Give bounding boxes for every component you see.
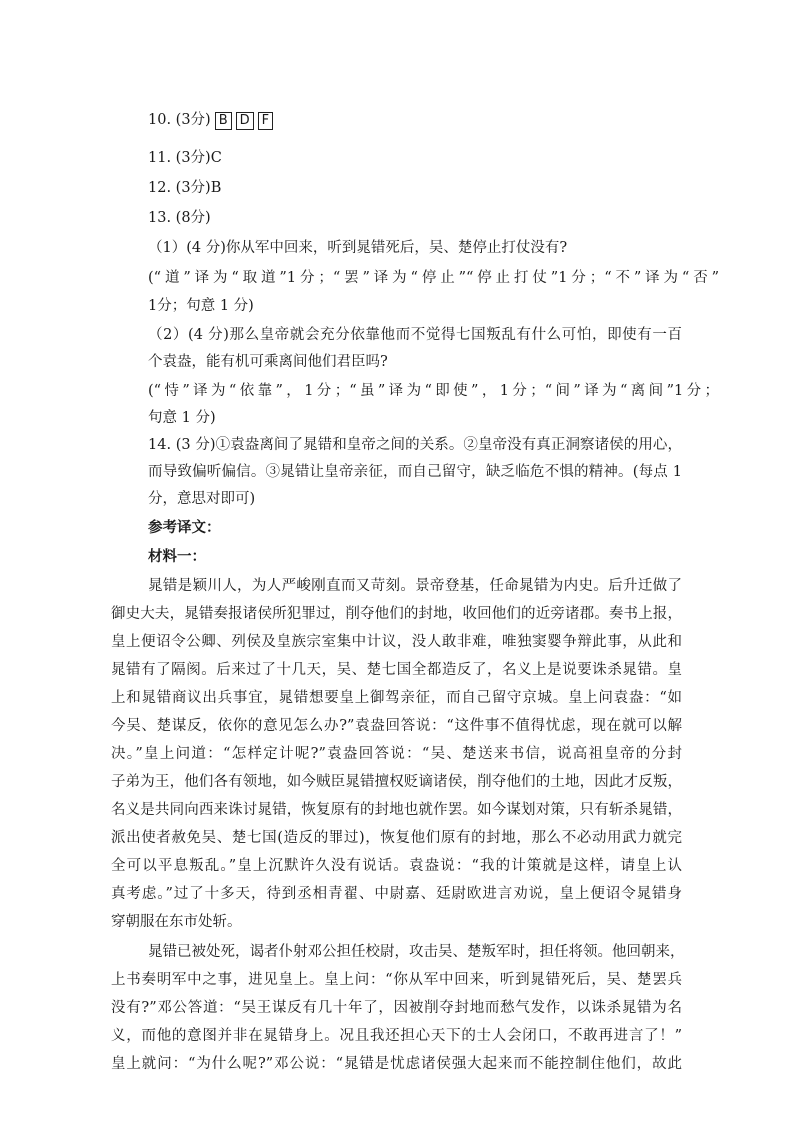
- q14-line1: 14. (3 分)①袁盎离间了晁错和皇帝之间的关系。②皇帝没有真正洞察诸侯的用心，: [148, 437, 682, 453]
- para2-line: 皇上就问：“为什么呢?”邓公说：“晁错是忧虑诸侯强大起来而不能控制住他们，故此: [111, 1056, 682, 1072]
- para2-line: 义，而他的意图并非在晁错身上。况且我还担心天下的士人会闭口，不敢再进言了！”: [111, 1028, 682, 1044]
- q10-option-1: B: [215, 112, 232, 130]
- q10-option-3: F: [258, 112, 273, 130]
- reference-translation-heading: 参考译文：: [148, 520, 221, 536]
- q13-2-answer-line2: 个袁盎，能有机可乘离间他们君臣吗?: [148, 354, 388, 370]
- para2-line: 晁错已被处死，谒者仆射邓公担任校尉，攻击吴、楚叛军时，担任将领。他回朝来，: [148, 944, 685, 960]
- para1-line: 皇上便诏令公卿、列侯及皇族宗室集中计议，没人敢非难，唯独窦婴争辩此事，从此和: [111, 634, 682, 650]
- q13-1-answer: （1）(4 分)你从军中回来，听到晁错死后，吴、楚停止打仗没有?: [148, 240, 568, 256]
- para1-line: 真考虑。”过了十多天，待到丞相青翟、中尉嘉、廷尉欧进言劝说，皇上便诏令晁错身: [111, 886, 682, 902]
- para1-line: 御史大夫，晁错奏报诸侯所犯罪过，削夺他们的封地，收回他们的近旁诸郡。奏书上报，: [111, 606, 682, 622]
- para2-line: 上书奏明军中之事，进见皇上。皇上问：“你从军中回来，听到晁错死后，吴、楚罢兵: [111, 972, 682, 988]
- q14-line3: 分，意思对即可): [148, 491, 256, 507]
- para1-line: 今吴、楚谋反，依你的意见怎么办?”袁盎回答说：“这件事不值得忧虑，现在就可以解: [111, 718, 682, 734]
- q10-label: 10. (3分): [148, 112, 211, 128]
- para1-line: 子弟为王，他们各有领地，如今贼臣晁错擅权贬谪诸侯，削夺他们的土地，因此才反叛，: [111, 774, 682, 790]
- para1-line: 派出使者赦免吴、楚七国(造反的罪过)，恢复他们原有的封地，那么不必动用武力就完: [111, 830, 682, 846]
- q12-answer: 12. (3分)B: [148, 180, 222, 196]
- para2-line: 没有?”邓公答道：“吴王谋反有几十年了，因被削夺封地而愁气发作，以诛杀晁错为名: [111, 1000, 682, 1016]
- q11-answer: 11. (3分)C: [148, 150, 222, 166]
- para1-line: 穿朝服在东市处斩。: [111, 914, 242, 930]
- q13-2-note-line2: 句意 1 分): [148, 410, 216, 426]
- q10-line: [148, 110, 273, 130]
- para1-line: 晁错是颖川人，为人严峻刚直而又苛刻。景帝登基，任命晁错为内史。后升迁做了: [148, 578, 682, 594]
- q13-1-note-line2: 1分；句意 1 分): [148, 298, 254, 314]
- q10-option-2: D: [236, 112, 254, 130]
- q13-heading: 13. (8分): [148, 210, 211, 226]
- material-one-heading: 材料一：: [148, 549, 206, 565]
- q13-2-note-line1: (“恃”译为“依靠”，1分；“虽”译为“即使”，1分；“间”译为“离间”1分；: [148, 383, 719, 399]
- para1-line: 决。”皇上问道：“怎样定计呢?”袁盎回答说：“吴、楚送来书信，说高祖皇帝的分封: [111, 746, 682, 762]
- para1-line: 全可以平息叛乱。”皇上沉默许久没有说话。袁盎说：“我的计策就是这样，请皇上认: [111, 858, 682, 874]
- para1-line: 名义是共同向西来诛讨晁错，恢复原有的封地也就作罢。如今谋划对策，只有斩杀晁错，: [111, 802, 682, 818]
- q13-1-note-line1: (“道”译为“取道”1分；“罢”译为“停止”“停止打仗”1分；“不”译为“否”: [148, 270, 719, 286]
- q14-line2: 而导致偏听偏信。③晁错让皇帝亲征，而自己留守，缺乏临危不惧的精神。(每点 1: [148, 464, 682, 480]
- para1-line: 上和晁错商议出兵事宜，晁错想要皇上御驾亲征，而自己留守京城。皇上问袁盎：“如: [111, 690, 682, 706]
- q13-2-answer-line1: （2）(4 分)那么皇帝就会充分依靠他而不觉得七国叛乱有什么可怕，即使有一百: [148, 327, 682, 343]
- para1-line: 晁错有了隔阂。后来过了十几天，吴、楚七国全都造反了，名义上是说要诛杀晁错。皇: [111, 662, 682, 678]
